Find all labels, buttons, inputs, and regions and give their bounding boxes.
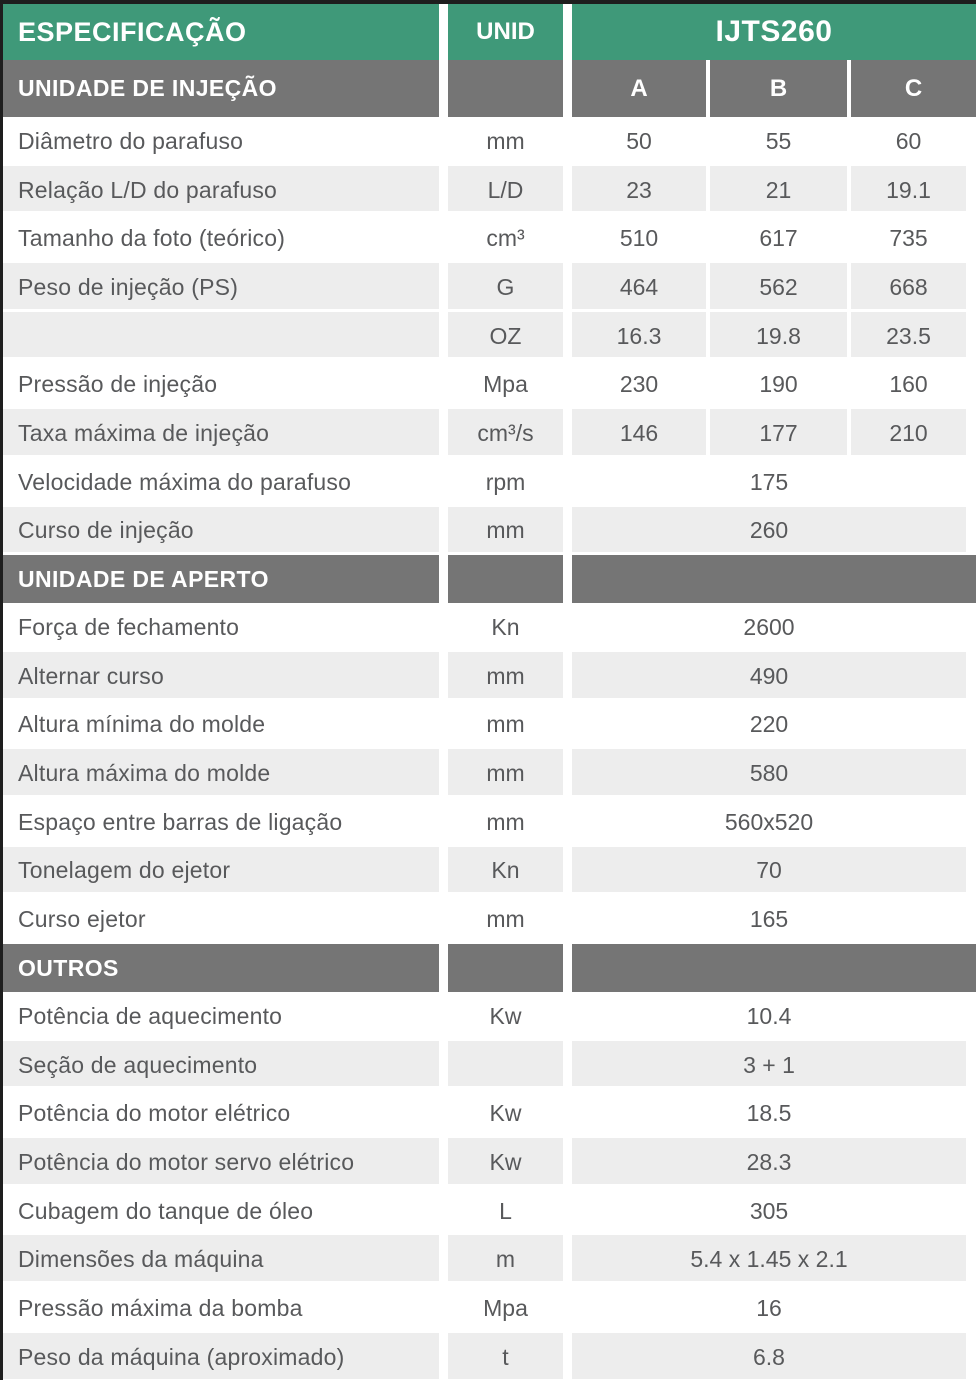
spec-label: Curso de injeção: [3, 507, 439, 556]
column-gap: [563, 166, 572, 215]
column-gap: [439, 652, 448, 701]
section-title: OUTROS: [3, 944, 439, 992]
section-value-cell: [572, 555, 976, 603]
spec-unit: mm: [486, 711, 525, 738]
spec-unit: t: [448, 1333, 563, 1380]
right-margin: [966, 360, 976, 409]
value-a: 16.3: [572, 312, 706, 361]
column-gap: [439, 507, 448, 556]
spec-label: Pressão máxima da bomba: [18, 1294, 303, 1321]
column-gap: [563, 360, 572, 409]
right-margin: [966, 507, 976, 556]
spec-row: [3, 409, 976, 458]
spec-unit: L/D: [448, 166, 563, 215]
value-merged: 6.8: [572, 1333, 966, 1380]
spec-unit: mm: [448, 507, 563, 556]
unit-column-title: UNID: [448, 4, 563, 60]
spec-label: Dimensões da máquina: [3, 1235, 439, 1284]
spec-row: [3, 214, 976, 263]
spec-unit: Kn: [448, 847, 563, 896]
spec-unit: Kn: [491, 614, 520, 641]
value-a: 510: [619, 225, 659, 252]
spec-unit: OZ: [448, 312, 563, 361]
column-gap: [563, 409, 572, 458]
spec-row: [3, 603, 976, 652]
column-gap: [439, 117, 448, 166]
value-c: 160: [889, 371, 928, 398]
spec-label: Potência do motor elétrico: [18, 1100, 291, 1127]
right-margin: [966, 214, 976, 263]
value-merged: 560x520: [724, 808, 814, 835]
value-merged: 175: [749, 468, 789, 495]
spec-row: [3, 507, 976, 556]
value-a: 23: [572, 166, 706, 215]
spec-label: Pressão de injeção: [18, 371, 218, 398]
column-gap: [439, 1041, 448, 1090]
column-gap: [563, 992, 572, 1041]
column-gap: [439, 1138, 448, 1187]
column-gap: [439, 749, 448, 798]
column-gap: [563, 603, 572, 652]
spec-unit: Mpa: [483, 371, 528, 398]
spec-row: [3, 1138, 976, 1187]
spec-label: Cubagem do tanque de óleo: [18, 1197, 314, 1224]
value-merged: 260: [572, 507, 966, 556]
section-title: UNIDADE DE APERTO: [3, 555, 439, 603]
column-gap: [439, 798, 448, 847]
spec-row: [3, 1041, 976, 1090]
right-margin: [966, 992, 976, 1041]
value-a: 146: [572, 409, 706, 458]
column-gap: [439, 847, 448, 896]
spec-unit: rpm: [485, 468, 526, 495]
spec-unit: Kw: [489, 1002, 522, 1029]
right-margin: [966, 701, 976, 750]
spec-row: [3, 1187, 976, 1236]
spec-label: [3, 312, 439, 361]
right-margin: [966, 263, 976, 312]
spec-row: [3, 701, 976, 750]
spec-label: Peso da máquina (aproximado): [3, 1333, 439, 1380]
column-gap: [563, 1138, 572, 1187]
section-header-row: [3, 944, 976, 992]
spec-unit: Kw: [489, 1100, 522, 1127]
value-a: 230: [619, 371, 659, 398]
right-margin: [966, 603, 976, 652]
column-gap: [439, 603, 448, 652]
column-gap: [563, 1333, 572, 1380]
value-merged: 70: [572, 847, 966, 896]
spec-row: [3, 263, 976, 312]
spec-unit: cm³: [486, 225, 525, 252]
value-merged: 28.3: [572, 1138, 966, 1187]
right-margin: [966, 1284, 976, 1333]
column-gap: [439, 895, 448, 944]
value-merged: 16: [756, 1294, 782, 1321]
column-gap: [563, 1041, 572, 1090]
value-merged: 2600: [743, 614, 795, 641]
column-gap: [563, 749, 572, 798]
column-gap: [439, 458, 448, 507]
spec-row: [3, 652, 976, 701]
spec-label: Taxa máxima de injeção: [3, 409, 439, 458]
right-margin: [966, 1041, 976, 1090]
column-gap: [439, 214, 448, 263]
spec-row: [3, 1235, 976, 1284]
right-margin: [966, 847, 976, 896]
column-gap: [563, 507, 572, 556]
spec-unit: mm: [486, 127, 525, 154]
column-gap: [563, 895, 572, 944]
right-margin: [966, 409, 976, 458]
section-title: UNIDADE DE INJEÇÃO: [3, 60, 439, 117]
spec-row: [3, 798, 976, 847]
spec-label: Tamanho da foto (teórico): [18, 225, 286, 252]
spec-row: [3, 847, 976, 896]
spec-unit: Kw: [448, 1138, 563, 1187]
section-value-cell: [572, 944, 976, 992]
column-gap: [563, 1187, 572, 1236]
spec-label: Altura mínima do molde: [18, 711, 266, 738]
spec-row: [3, 1333, 976, 1380]
right-margin: [966, 798, 976, 847]
value-merged: 305: [749, 1197, 789, 1224]
spec-unit: m: [448, 1235, 563, 1284]
spec-unit: Mpa: [483, 1294, 528, 1321]
spec-unit: mm: [448, 652, 563, 701]
column-gap: [439, 701, 448, 750]
value-merged: 3 + 1: [572, 1041, 966, 1090]
value-merged: 18.5: [746, 1100, 792, 1127]
spec-row: [3, 360, 976, 409]
spec-row: [3, 166, 976, 215]
right-margin: [966, 1089, 976, 1138]
spec-row: [3, 1089, 976, 1138]
model-title: IJTS260: [572, 4, 976, 60]
column-gap: [563, 555, 572, 603]
spec-label: Diâmetro do parafuso: [18, 127, 244, 154]
right-margin: [966, 1187, 976, 1236]
value-c: 210: [851, 409, 966, 458]
spec-row: [3, 749, 976, 798]
section-unit-cell: [448, 555, 563, 603]
spec-label: Peso de injeção (PS): [3, 263, 439, 312]
table-body: [3, 60, 976, 1380]
right-margin: [966, 895, 976, 944]
column-gap: [439, 992, 448, 1041]
column-gap: [563, 117, 572, 166]
subcolumn-a-header: A: [572, 60, 706, 117]
subcolumn-b-header: B: [710, 60, 847, 117]
right-margin: [966, 1235, 976, 1284]
column-gap: [563, 214, 572, 263]
value-b: 19.8: [710, 312, 847, 361]
right-margin: [966, 749, 976, 798]
right-margin: [966, 117, 976, 166]
spec-label: Potência de aquecimento: [18, 1002, 283, 1029]
column-gap: [439, 1284, 448, 1333]
value-a: 50: [626, 127, 652, 154]
value-merged: 165: [749, 906, 789, 933]
column-gap: [439, 409, 448, 458]
table-header-row: [3, 4, 976, 60]
column-gap: [439, 360, 448, 409]
right-margin: [966, 166, 976, 215]
value-a: 464: [572, 263, 706, 312]
right-margin: [966, 1333, 976, 1380]
spec-label: Espaço entre barras de ligação: [18, 808, 343, 835]
spec-column-title: ESPECIFICAÇÃO: [3, 4, 439, 60]
spec-unit: cm³/s: [448, 409, 563, 458]
column-gap: [563, 4, 572, 60]
value-c: 23.5: [851, 312, 966, 361]
column-gap: [439, 1333, 448, 1380]
spec-label: Tonelagem do ejetor: [3, 847, 439, 896]
value-b: 562: [710, 263, 847, 312]
right-margin: [966, 458, 976, 507]
value-c: 60: [895, 127, 922, 154]
right-margin: [966, 312, 976, 361]
spec-label: Força de fechamento: [18, 614, 240, 641]
column-gap: [563, 1284, 572, 1333]
spec-row: [3, 458, 976, 507]
column-gap: [563, 1235, 572, 1284]
column-gap: [563, 458, 572, 507]
section-unit-cell: [448, 60, 563, 117]
value-merged: 490: [572, 652, 966, 701]
spec-unit: L: [499, 1197, 512, 1224]
value-merged: 580: [572, 749, 966, 798]
spec-unit: mm: [448, 749, 563, 798]
column-gap: [439, 60, 448, 117]
column-gap: [439, 944, 448, 992]
column-gap: [563, 263, 572, 312]
spec-label: Seção de aquecimento: [3, 1041, 439, 1090]
column-gap: [563, 1089, 572, 1138]
value-b: 177: [710, 409, 847, 458]
column-gap: [563, 701, 572, 750]
spec-label: Alternar curso: [3, 652, 439, 701]
spec-unit: mm: [486, 906, 525, 933]
spec-label: Potência do motor servo elétrico: [3, 1138, 439, 1187]
spec-row: [3, 895, 976, 944]
value-merged: 10.4: [746, 1002, 792, 1029]
column-gap: [563, 847, 572, 896]
column-gap: [563, 944, 572, 992]
spec-row: [3, 312, 976, 361]
right-margin: [966, 652, 976, 701]
spec-row: [3, 992, 976, 1041]
value-b: 55: [765, 127, 792, 154]
value-c: 19.1: [851, 166, 966, 215]
column-gap: [563, 312, 572, 361]
value-b: 617: [759, 225, 798, 252]
spec-row: [3, 1284, 976, 1333]
column-gap: [439, 312, 448, 361]
spec-label: Relação L/D do parafuso: [3, 166, 439, 215]
spec-unit: mm: [486, 808, 525, 835]
column-gap: [563, 798, 572, 847]
spec-unit: G: [448, 263, 563, 312]
right-margin: [966, 1138, 976, 1187]
spec-label: Velocidade máxima do parafuso: [18, 468, 352, 495]
column-gap: [439, 1235, 448, 1284]
column-gap: [439, 1089, 448, 1138]
section-header-row: [3, 555, 976, 603]
column-gap: [439, 4, 448, 60]
value-b: 190: [759, 371, 798, 398]
column-gap: [439, 1187, 448, 1236]
column-gap: [563, 652, 572, 701]
column-gap: [439, 166, 448, 215]
column-gap: [439, 555, 448, 603]
column-gap: [439, 263, 448, 312]
value-c: 668: [851, 263, 966, 312]
spec-label: Altura máxima do molde: [3, 749, 439, 798]
column-gap: [563, 60, 572, 117]
spec-unit: [448, 1041, 563, 1090]
section-unit-cell: [448, 944, 563, 992]
spec-row: [3, 117, 976, 166]
section-header-row: [3, 60, 976, 117]
value-b: 21: [710, 166, 847, 215]
subcolumn-c-header: C: [851, 60, 976, 117]
spec-label: Curso ejetor: [18, 906, 146, 933]
value-c: 735: [889, 225, 928, 252]
value-merged: 220: [749, 711, 789, 738]
value-merged: 5.4 x 1.45 x 2.1: [572, 1235, 966, 1284]
